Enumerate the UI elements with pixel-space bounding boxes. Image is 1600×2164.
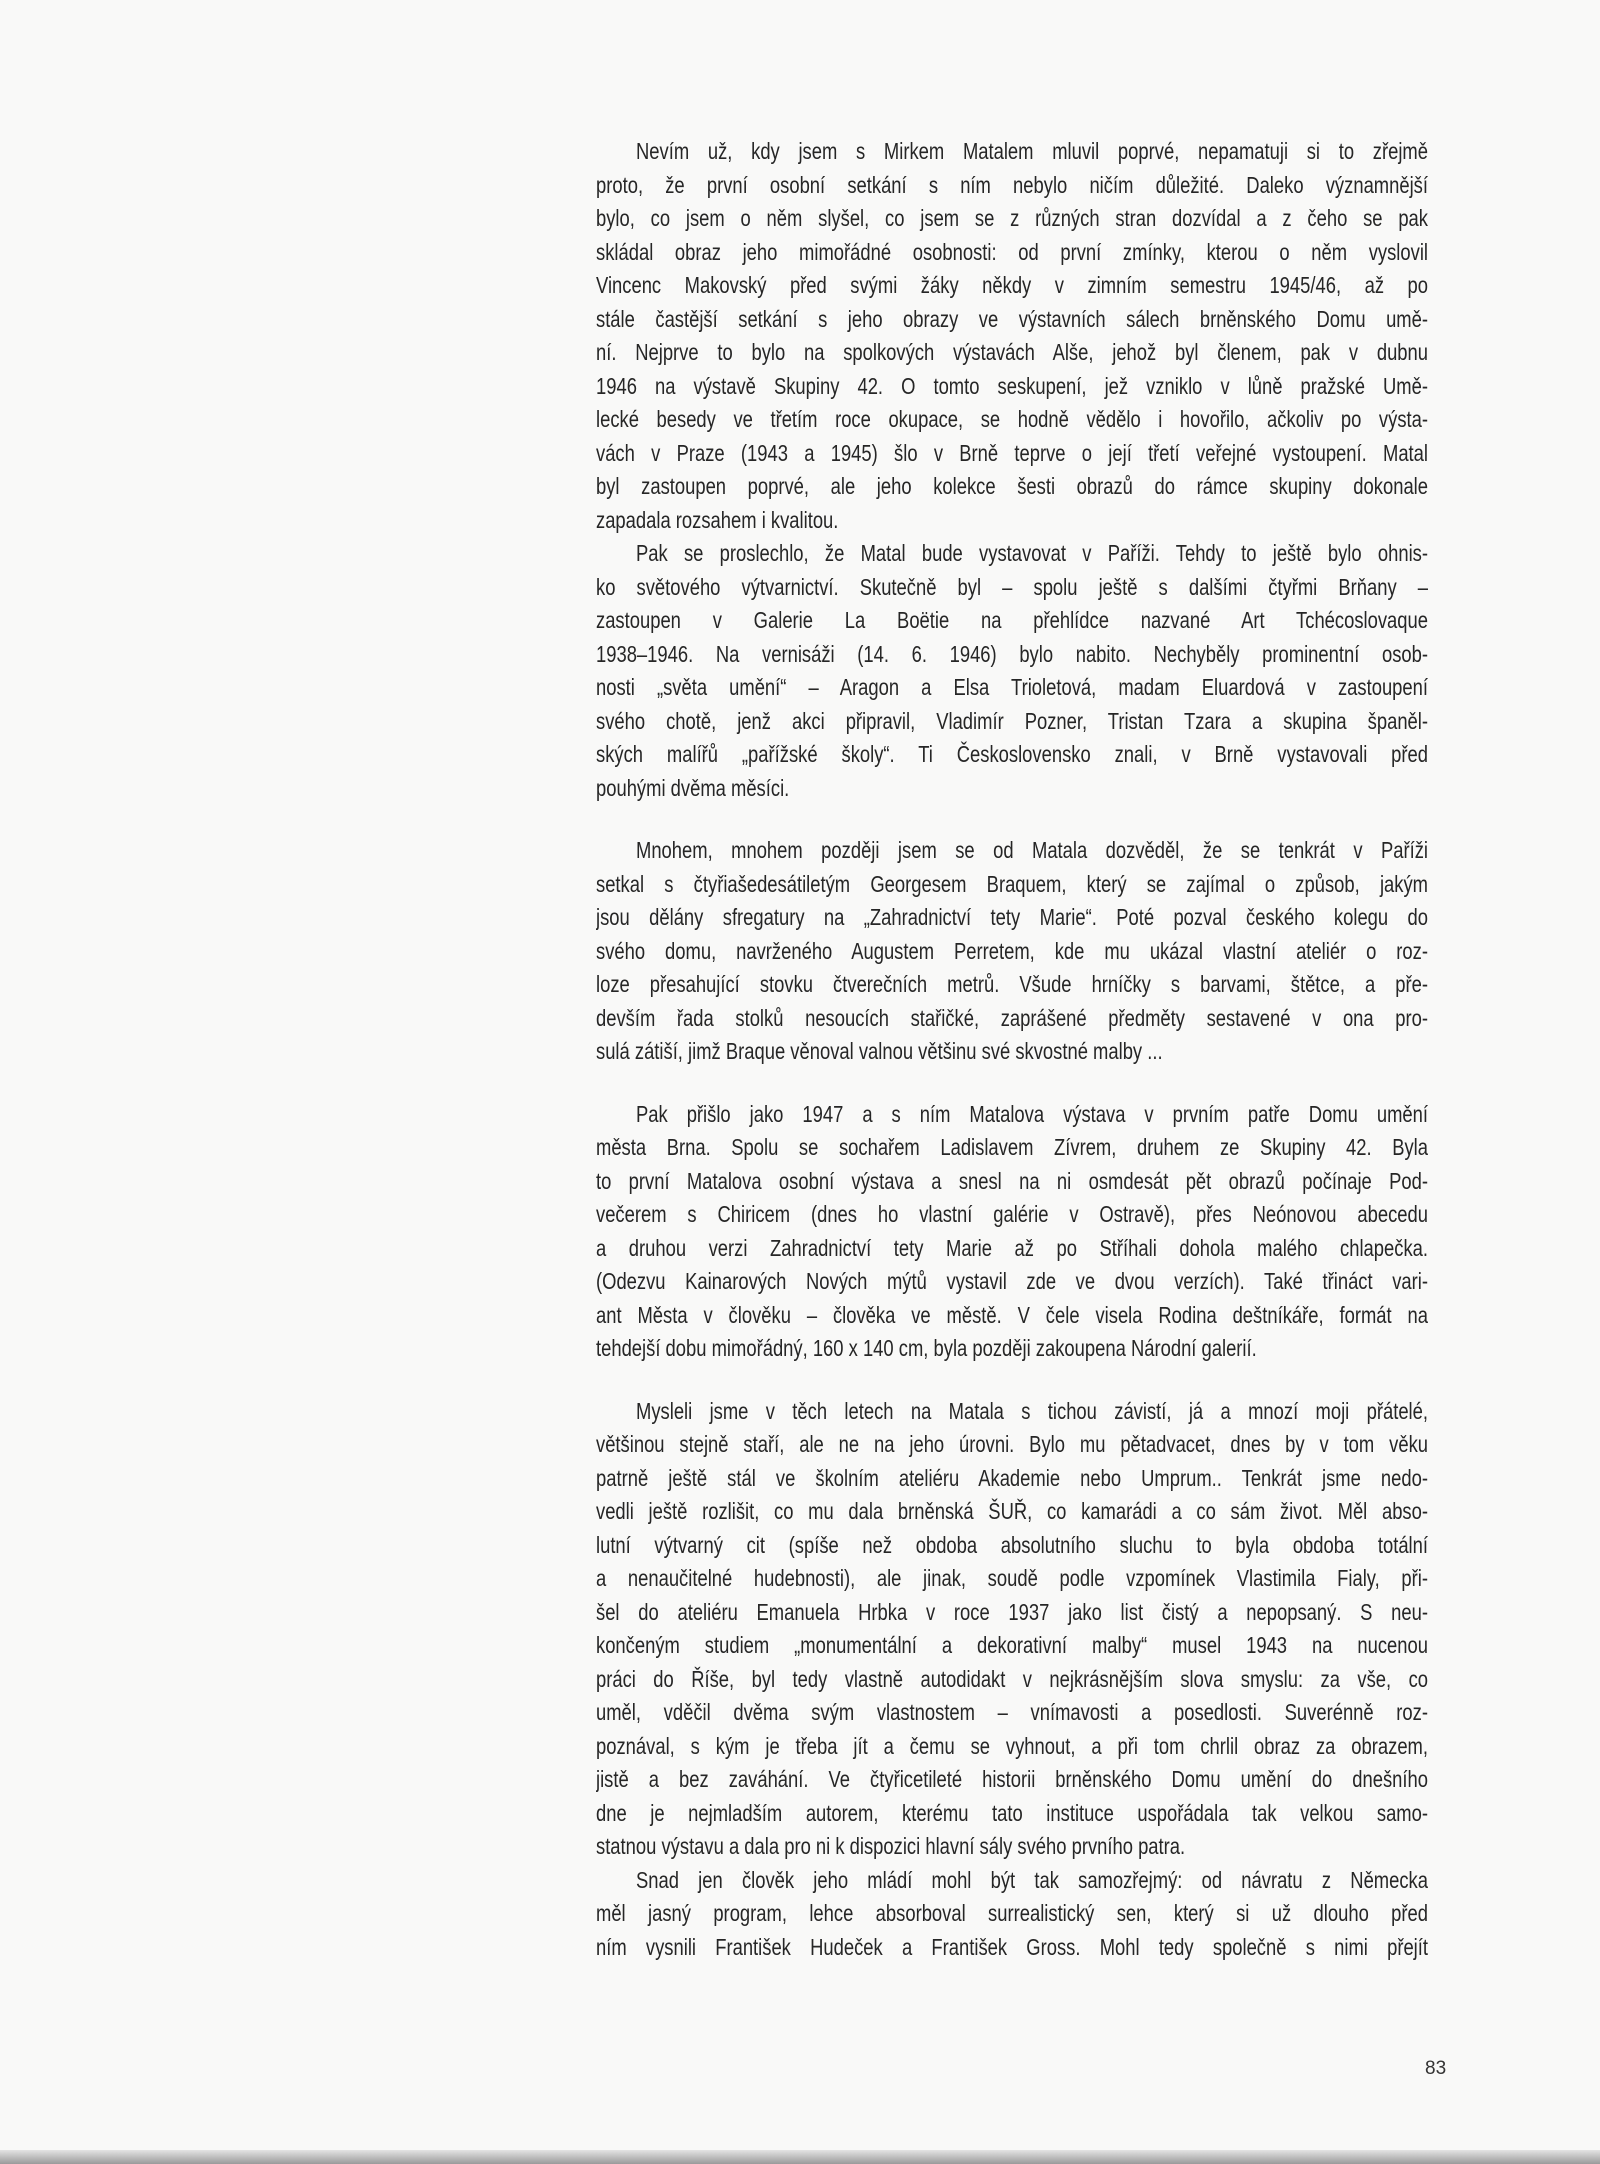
text-line: patrně ještě stál ve školním ateliéru Akademie nebo Umprum.. Tenkrát jsme nedo- [596,1464,1428,1491]
paragraph [596,135,1428,537]
scan-edge [0,2150,1600,2164]
text-line: tehdejší dobu mimořádný, 160 x 140 cm, byla později zakoupena Národní galerií. [596,1335,1257,1361]
text-line: lecké besedy ve třetím roce okupace, se hodně vědělo i hovořilo, ačkoliv po výsta- [596,406,1428,432]
text-line: Snad jen člověk jeho mládí mohl být tak samozřejmý: od návratu z Německa [636,1866,1428,1893]
text-line: ním vysnili František Hudeček a František Gross. Mohl tedy společně s nimi přejít [596,1933,1428,1960]
text-line: svého domu, navrženého Augustem Perretem, kde mu ukázal vlastní ateliér o roz- [596,937,1428,964]
text-line: Mnohem, mnohem později jsem se od Matala dozvěděl, že se tenkrát v Paříži [636,837,1428,863]
text-line: (Odezvu Kainarových Nových mýtů vystavil zde ve dvou verzích). Také třináct vari- [596,1268,1428,1294]
text-line: lutní výtvarný cit (spíše než obdoba absolutního sluchu to byla obdoba totální [596,1531,1428,1558]
paragraph [596,834,1428,1069]
text-line: Vincenc Makovský před svými žáky někdy v zimním semestru 1945/46, až po [596,272,1428,298]
text-line: devším řada stolků nesoucích stařičké, zaprášené předměty sestavené v ona pro- [596,1004,1428,1031]
text-line: práci do Říše, byl tedy vlastně autodidakt v nejkrásnějším slova smyslu: za vše, co [596,1665,1428,1692]
text-line: večerem s Chiricem (dnes ho vlastní galérie v Ostravě), přes Neónovou abecedu [596,1201,1428,1227]
text-line: bylo, co jsem o něm slyšel, co jsem se z různých stran dozvídal a z čeho se pak [596,205,1428,231]
text-line: ní. Nejprve to bylo na spolkových výstavách Alše, jehož byl členem, pak v dubnu [596,339,1428,365]
text-line: dne je nejmladším autorem, kterému tato instituce uspořádala tak velkou samo- [596,1799,1428,1826]
paragraph [596,1864,1428,1965]
page-number: 83 [1425,2058,1447,2079]
text-line: měl jasný program, lehce absorboval surrealistický sen, který si už dlouho před [596,1900,1428,1926]
text-line: ko světového výtvarnictví. Skutečně byl – spolu ještě s dalšími čtyřmi Brňany – [596,573,1428,600]
text-line: šel do ateliéru Emanuela Hrbka v roce 1937 jako list čistý a nepopsaný. S neu- [596,1598,1428,1625]
text-line: vedli ještě rozlišit, co mu dala brněnská ŠUŘ, co kamarádi a co sám život. Měl abso- [596,1498,1428,1524]
text-line: sulá zátiší, jimž Braque věnoval valnou většinu své skvostné malby ... [596,1038,1163,1064]
text-line: skládal obraz jeho mimořádné osobnosti: od první zmínky, kterou o něm vyslovil [596,238,1428,265]
text-line: to první Matalova osobní výstava a snesl na ni osmdesát pět obrazů počínaje Pod- [596,1167,1428,1194]
text-line: svého chotě, jenž akci připravil, Vladimír Pozner, Tristan Tzara a skupina španěl- [596,707,1428,734]
text-line: končeným studiem „monumentální a dekorativní malby“ musel 1943 na nucenou [596,1632,1428,1658]
text-line: 1938–1946. Na vernisáži (14. 6. 1946) bylo nabito. Nechyběly prominentní osob- [596,640,1428,667]
text-line: nosti „světa umění“ – Aragon a Elsa Trioletová, madam Eluardová v zastoupení [596,674,1428,700]
paragraph [596,1395,1428,1864]
text-line: byl zastoupen poprvé, ale jeho kolekce šesti obrazů do rámce skupiny dokonale [596,473,1428,499]
text-line: pouhými dvěma měsíci. [596,774,790,801]
text-line: vách v Praze (1943 a 1945) šlo v Brně teprve o její třetí veřejné vystoupení. Matal [596,439,1428,466]
text-line: zastoupen v Galerie La Boëtie na přehlídce nazvané Art Tchécoslovaque [596,607,1428,633]
text-line: Pak přišlo jako 1947 a s ním Matalova výstava v prvním patře Domu umění [636,1100,1428,1127]
text-line: většinou stejně staří, ale ne na jeho úrovni. Bylo mu pětadvacet, dnes by v tom věku [596,1431,1428,1457]
text-line: uměl, vděčil dvěma svým vlastnostem – vnímavosti a posedlosti. Suverénně roz- [596,1699,1428,1725]
text-line: proto, že první osobní setkání s ním nebylo ničím důležité. Daleko významnější [596,171,1428,198]
text-line: a nenaučitelné hudebnosti), ale jinak, soudě podle vzpomínek Vlastimila Fialy, při- [596,1565,1428,1591]
text-line: města Brna. Spolu se sochařem Ladislavem Zívrem, druhem ze Skupiny 42. Byla [596,1134,1428,1160]
text-line: statnou výstavu a dala pro ni k dispozici hlavní sály svého prvního patra. [596,1833,1186,1859]
text-line: jistě a bez zaváhání. Ve čtyřicetileté historii brněnského Domu umění do dnešního [596,1766,1428,1792]
text-line: ských malířů „pařížské školy“. Ti Československo znali, v Brně vystavovali před [596,741,1428,767]
text-line: poznával, s kým je třeba jít a čemu se vyhnout, a při tom chrlil obraz za obrazem, [596,1732,1428,1759]
paragraph [596,1098,1428,1366]
text-line: loze přesahující stovku čtverečních metrů. Všude hrníčky s barvami, štětce, a pře- [596,971,1428,997]
text-line: setkal s čtyřiašedesátiletým Georgesem Braquem, který se zajímal o způsob, jakým [596,870,1428,897]
text-line: stále častější setkání s jeho obrazy ve výstavních sálech brněnského Domu umě- [596,305,1428,332]
text-line: a druhou verzi Zahradnictví tety Marie až po Stříhali dohola malého chlapečka. [596,1234,1428,1261]
paragraph [596,537,1428,805]
text-line: ant Města v člověku – člověka ve městě. V čele visela Rodina deštníkáře, formát na [596,1301,1428,1328]
body-text [596,135,1428,1964]
text-line: zapadala rozsahem i kvalitou. [596,506,839,533]
text-line: Nevím už, kdy jsem s Mirkem Matalem mluvil poprvé, nepamatuji si to zřejmě [636,138,1428,164]
text-line: 1946 na výstavě Skupiny 42. O tomto seskupení, jež vzniklo v lůně pražské Umě- [596,372,1428,399]
text-line: jsou dělány sfregatury na „Zahradnictví tety Marie“. Poté pozval českého kolegu do [596,904,1428,930]
text-line: Pak se proslechlo, že Matal bude vystavovat v Paříži. Tehdy to ještě bylo ohnis- [636,540,1428,566]
text-line: Mysleli jsme v těch letech na Matala s tichou závistí, já a mnozí moji přátelé, [636,1397,1428,1424]
